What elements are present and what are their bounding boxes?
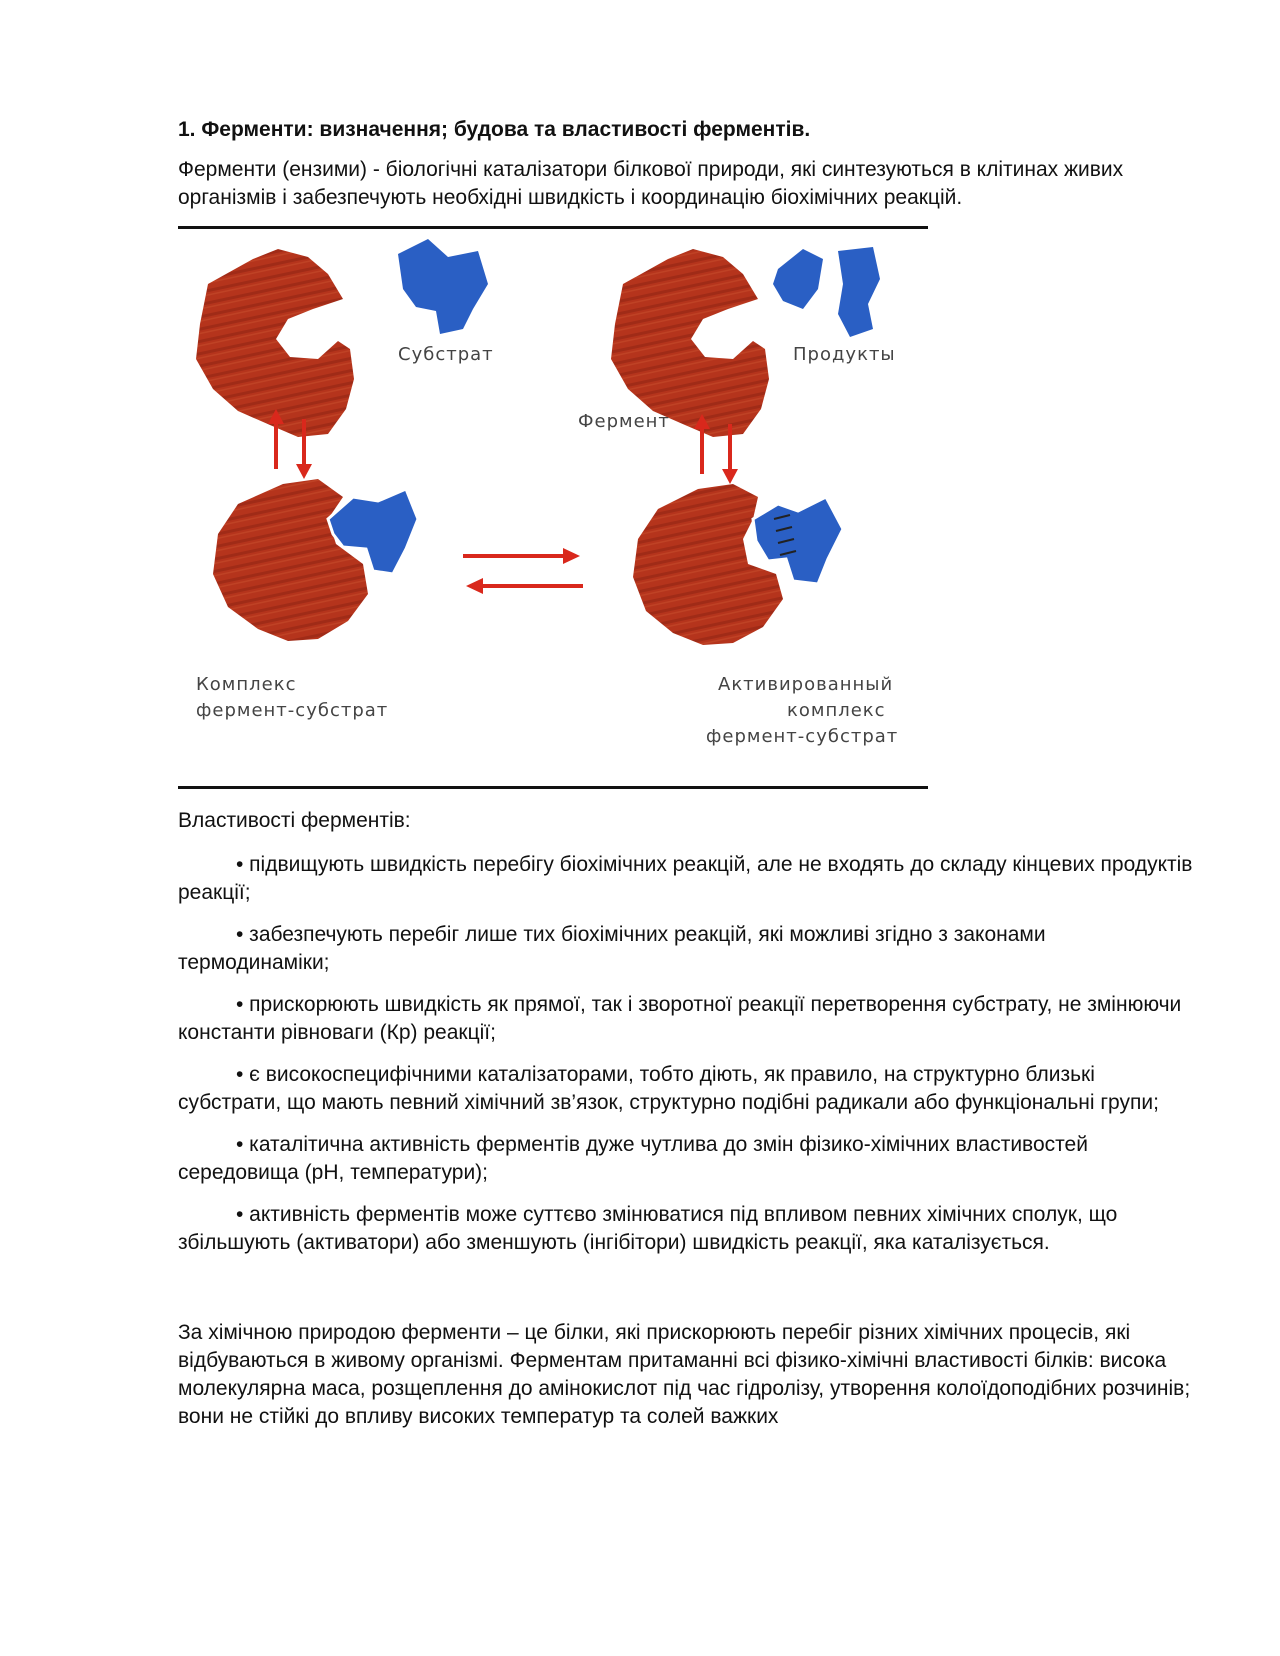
activated-enzyme-shape <box>633 484 783 645</box>
substrate-shape <box>398 239 488 334</box>
product-shape-1 <box>773 249 823 309</box>
product-shape-2 <box>838 247 880 337</box>
list-item: • підвищують швидкість перебігу біохімічних реакцій, але не входять до складу кінцевих продуктів реакції; <box>178 853 1193 904</box>
label-enzyme: Фермент <box>578 411 670 432</box>
properties-list <box>178 851 1198 1257</box>
list-item: • каталітична активність ферментів дуже чутлива до змін фізико-хімічних властивостей середовища (рН, температури); <box>178 1133 1088 1184</box>
label-activated-line3: фермент-субстрат <box>706 726 899 747</box>
closing-paragraph: За хімічною природою ферменти – це білки, які прискорюють перебіг різних хімічних процесів, які відбуваються в живому організмі. Ферментам притаманні всі фізико-хімічні властивості білків: висока молекулярна маса, розщеплення до амінокислот під час гідролізу, утворення колоїдоподібних розчинів; вони не стійкі до впливу високих температур та солей важких <box>178 1321 1191 1428</box>
section-heading: 1. Ферменти: визначення; будова та властивості ферментів. <box>178 118 811 141</box>
list-item: • прискорюють швидкість як прямої, так і зворотної реакції перетворення субстрату, не змінюючи константи рівноваги (Кр) реакції; <box>178 993 1182 1044</box>
label-complex-line1: Комплекс <box>196 674 297 695</box>
label-activated-line2: комплекс <box>787 700 886 721</box>
enzyme-shape-top-left <box>196 249 354 437</box>
list-item: • є високоспецифічними каталізаторами, тобто діють, як правило, на структурно близькі субстрати, що мають певний хімічний зв’язок, структурно подібні радикали або функціональні групи; <box>178 1063 1159 1114</box>
definition-paragraph: Ферменти (ензими) - біологічні каталізатори білкової природи, які синтезуються в клітинах живих організмів і забезпечують необхідні швидкість і координацію біохімічних реакцій. <box>178 158 1124 209</box>
equilibrium-arrows <box>463 548 583 594</box>
label-products: Продукты <box>793 344 896 365</box>
label-activated-line1: Активированный <box>718 674 894 695</box>
label-complex-line2: фермент-субстрат <box>196 700 389 721</box>
properties-title: Властивості ферментів: <box>178 809 411 832</box>
list-item: • активність ферментів може суттєво змінюватися під впливом певних хімічних сполук, що збільшують (активатори) або зменшують (інгібітори) швидкість реакції, яка каталізується. <box>178 1203 1118 1254</box>
list-item: • забезпечують перебіг лише тих біохімічних реакцій, які можливі згідно з законами термодинаміки; <box>178 923 1046 974</box>
enzyme-substrate-diagram <box>178 226 928 789</box>
label-substrate: Субстрат <box>398 344 494 365</box>
document-page <box>178 116 1198 1431</box>
